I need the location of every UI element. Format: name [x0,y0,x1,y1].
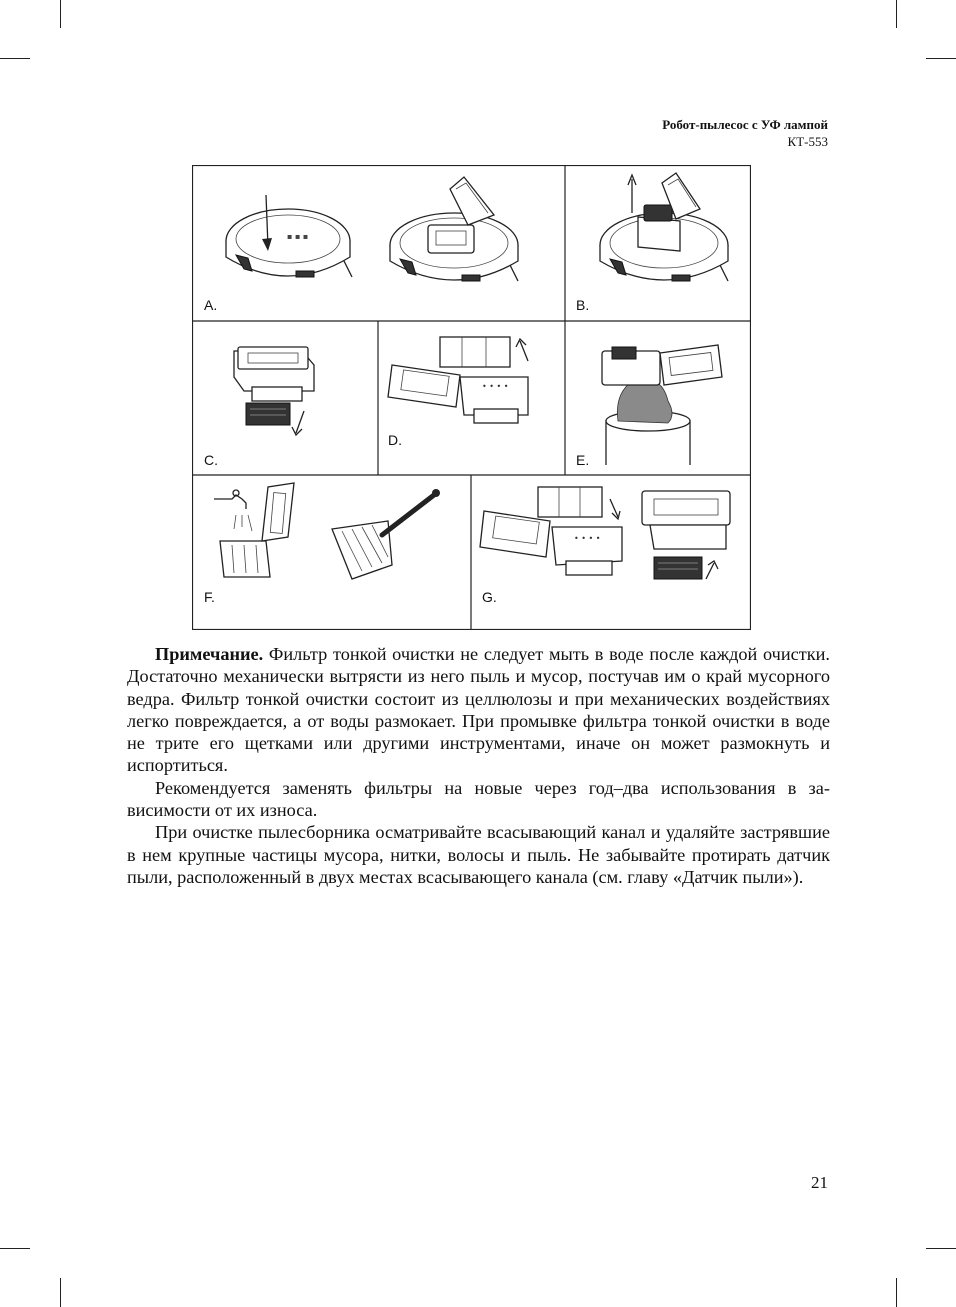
instruction-figure [192,165,751,630]
crop-mark [60,0,61,28]
crop-mark [926,1248,956,1249]
paragraph: Рекомендуется заменять фильтры на новые через год–два использования в зависимости от их износа. [127,777,830,821]
panel-label: B. [576,297,590,313]
svg-text:▪ ▪ ▪: ▪ ▪ ▪ [287,232,309,241]
note-paragraph [127,643,830,777]
running-header [662,116,828,150]
note-text: Фильтр тонкой очистки не следует мыть в воде после каждой очистки. Достаточно механически вытрясти из него пыль и мусор, постучав им о край мусорного ведра. Фильтр тонкой очистки состоит из целлюлозы и при механических воздействиях легко повреждается, а от воды размокает. При промывке фильтра тонкой очистки в воде не трите его щетками или другими инструментами, иначе он может размокнуть и испортиться. [127,644,830,776]
panel-label: D. [388,432,402,448]
crop-mark [896,1278,897,1307]
crop-mark [0,58,30,59]
body-text [127,643,830,888]
page-number: 21 [811,1173,828,1192]
paragraph: При очистке пылесборника осматривайте всасывающий канал и удаляйте застрявшие в нем крупные частицы мусора, нитки, волосы и пыль. Не забывайте протирать датчик пыли, расположенный в двух местах всасывающего канала (см. главу «Датчик пыли»). [127,822,830,887]
crop-mark [896,0,897,28]
crop-mark [0,1248,30,1249]
panel-label: G. [482,589,497,605]
svg-text:• • • •: • • • • [482,382,509,391]
svg-text:• • • •: • • • • [574,534,601,543]
header-model: КТ-553 [787,134,828,149]
header-title: Робот-пылесос с УФ лампой [662,117,828,132]
crop-mark [60,1278,61,1307]
panel-label: A. [204,297,218,313]
panel-label: C. [204,452,218,468]
panel-label: E. [576,452,590,468]
crop-mark [926,58,956,59]
panel-label: F. [204,589,215,605]
note-label: Примечание. [155,644,264,664]
